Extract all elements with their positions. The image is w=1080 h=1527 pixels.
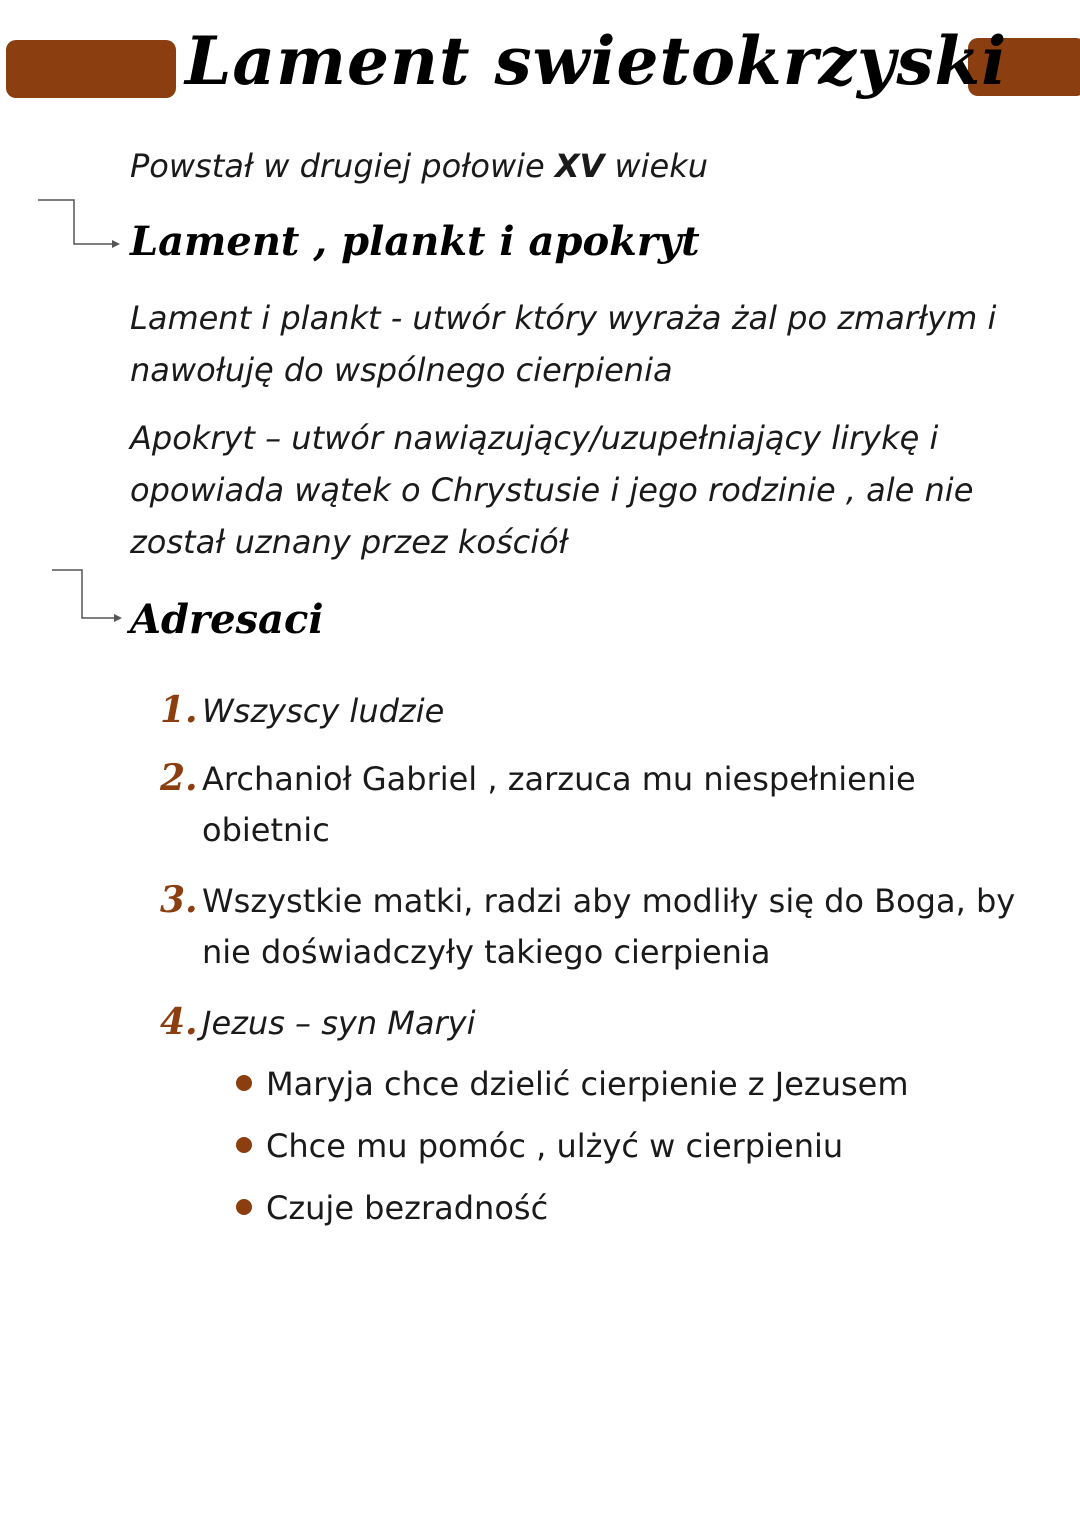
bullet-text: Maryja chce dzielić cierpienie z Jezusem	[266, 1065, 909, 1103]
bullet-dot-icon	[236, 1075, 252, 1091]
bullet-item	[236, 1058, 909, 1110]
item-text: Wszystkie matki, radzi aby modliły się do Boga, by	[202, 882, 1016, 920]
origin-century: XV	[554, 147, 605, 185]
bullet-text: Chce mu pomóc , ulżyć w cierpieniu	[266, 1127, 844, 1165]
bullet-item	[236, 1120, 843, 1172]
arrow-icon	[50, 568, 126, 624]
section-heading-definitions: Lament , plankt i apokryt	[130, 218, 700, 265]
bullet-dot-icon	[236, 1199, 252, 1215]
page-title: Lament swietokrzyski	[185, 22, 1008, 100]
section-heading-addressees: Adresaci	[130, 596, 324, 643]
addressee-item	[160, 874, 1015, 927]
item-number: 3.	[160, 879, 198, 921]
origin-prefix: Powstał w drugiej połowie	[130, 147, 555, 185]
apokryt-definition-line: Apokryt – utwór nawiązujący/uzupełniający lirykę i	[130, 419, 939, 457]
item-text: Wszyscy ludzie	[202, 692, 445, 730]
item-number: 4.	[160, 1001, 198, 1043]
apokryt-definition-line: został uznany przez kościół	[130, 523, 568, 561]
bullet-text: Czuje bezradność	[266, 1189, 549, 1227]
origin-line	[130, 140, 708, 192]
addressee-item	[160, 684, 444, 737]
item-text-continued: nie doświadczyły takiego cierpienia	[202, 933, 771, 971]
addressee-item	[160, 996, 475, 1049]
lament-definition-line: Lament i plankt - utwór który wyraża żal po zmarłym i	[130, 299, 997, 337]
item-number: 1.	[160, 689, 198, 731]
item-text: Jezus – syn Maryi	[202, 1004, 476, 1042]
arrow-icon	[36, 198, 126, 250]
origin-suffix: wieku	[604, 147, 709, 185]
bullet-dot-icon	[236, 1137, 252, 1153]
addressee-item	[160, 752, 916, 805]
lament-definition-line: nawołuję do wspólnego cierpienia	[130, 351, 673, 389]
item-text: Archanioł Gabriel , zarzuca mu niespełnienie	[202, 760, 916, 798]
bullet-item	[236, 1182, 548, 1234]
item-number: 2.	[160, 757, 198, 799]
item-text-continued: obietnic	[202, 811, 330, 849]
apokryt-definition-line: opowiada wątek o Chrystusie i jego rodzinie , ale nie	[130, 471, 974, 509]
title-bar-left	[6, 40, 176, 98]
